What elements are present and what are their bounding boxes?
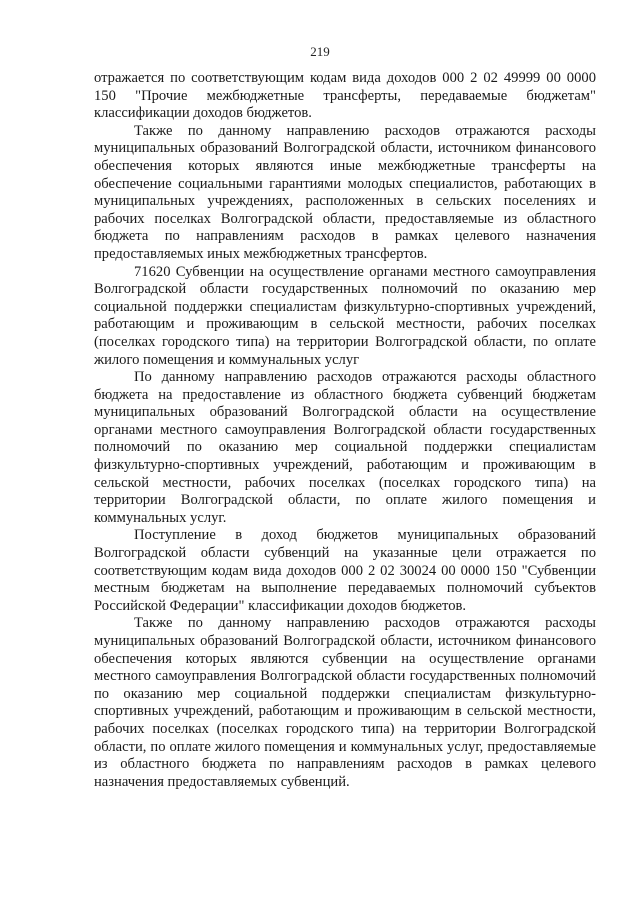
paragraph-continuation: отражается по соответствующим кодам вида доходов 000 2 02 49999 00 0000 150 "Прочие межбюджетные трансферты, передаваемые бюджетам" классификации доходов бюджетов. xyxy=(94,70,596,122)
paragraph: Поступление в доход бюджетов муниципальных образований Волгоградской области субвенций на указанные цели отражается по соответствующим кодам вида доходов 000 2 02 30024 00 0000 150 "Субвенции местным бюджетам на выполнение передаваемых полномочий субъектов Российской Федерации" классификации доходов бюджетов. xyxy=(94,527,596,614)
document-body xyxy=(94,70,596,791)
paragraph: Также по данному направлению расходов отражаются расходы муниципальных образований Волгоградской области, источником финансового обеспечения которых являются субвенции на осуществление органами местного самоуправления Волгоградской области государственных полномочий по оказанию мер социальной поддержки специалистам физкультурно-спортивных учреждений, работающим и проживающим в сельской местности, рабочих поселках (поселках городского типа) на территории Волгоградской области, по оплате жилого помещения и коммунальных услуг, предоставляемые из областного бюджета по направлениям расходов в рамках целевого назначения предоставляемых субвенций. xyxy=(94,615,596,790)
paragraph: По данному направлению расходов отражаются расходы областного бюджета на предоставление из областного бюджета субвенций бюджетам муниципальных образований Волгоградской области на осуществление органами местного самоуправления Волгоградской области государственных полномочий по оказанию мер социальной поддержки специалистам физкультурно-спортивных учреждений, работающим и проживающим в сельской местности, рабочих поселках (поселках городского типа) на территории Волгоградской области, по оплате жилого помещения и коммунальных услуг. xyxy=(94,369,596,526)
paragraph: Также по данному направлению расходов отражаются расходы муниципальных образований Волгоградской области, источником финансового обеспечения которых являются иные межбюджетные трансферты на обеспечение социальными гарантиями молодых специалистов, работающих в муниципальных учреждениях, расположенных в сельских поселениях и рабочих поселках Волгоградской области, предоставляемые из областного бюджета по направлениям расходов в рамках целевого назначения предоставляемых иных межбюджетных трансфертов. xyxy=(94,122,596,262)
section-heading-71620: 71620 Субвенции на осуществление органами местного самоуправления Волгоградской области государственных полномочий по оказанию мер социальной поддержки специалистам физкультурно-спортивных учреждений, работающим и проживающим в сельской местности, рабочих поселках (поселках городского типа) на территории Волгоградской области, по оплате жилого помещения и коммунальных услуг xyxy=(94,263,596,368)
page-number: 219 xyxy=(310,44,330,59)
